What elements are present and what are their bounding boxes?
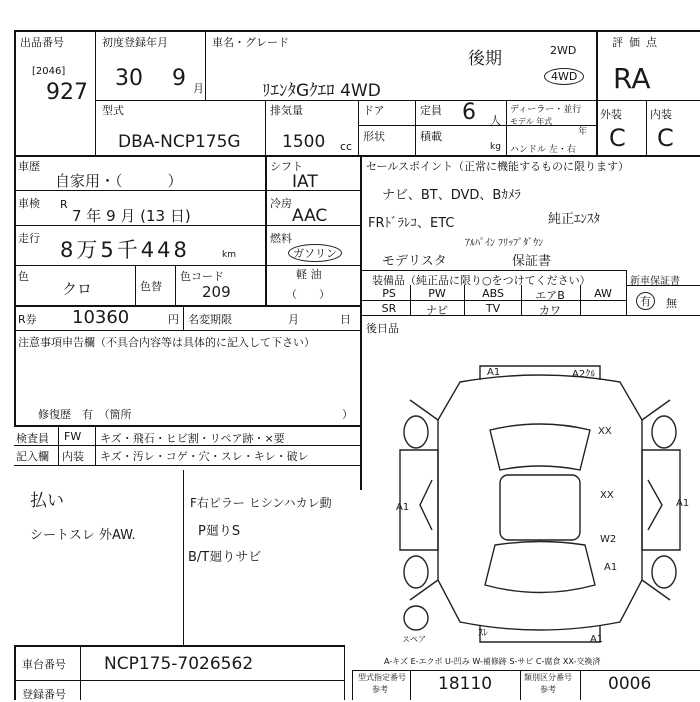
eq-navi: ナビ [426, 304, 448, 317]
div-notes [183, 470, 184, 645]
div-insp-right [360, 425, 361, 465]
shift-label: シフト [270, 160, 303, 173]
capacity-unit: 人 [490, 114, 501, 127]
row-footer-ref [352, 670, 700, 671]
exterior-grade: C [609, 124, 626, 152]
r-ken-label: R券 [18, 313, 37, 326]
div-colorswap [135, 265, 136, 305]
mark-front-a2: A2ｸﾙ [572, 369, 596, 380]
designation-ref: 参考 [372, 685, 388, 694]
row-equip2 [360, 300, 626, 301]
r-ken-value: 10360 [72, 307, 130, 328]
div-ext [646, 100, 647, 155]
entry-label: 記入欄 [16, 450, 49, 463]
first-reg-label: 初度登録年月 [102, 36, 168, 49]
eq-sr: SR [381, 302, 397, 315]
mark-rear-a1: A1 [590, 634, 604, 645]
sales-line-1: ナビ、BT、DVD、Bｶﾒﾗ [382, 188, 521, 203]
mark-left-chevron [420, 480, 432, 530]
wheel-fl [404, 416, 428, 448]
div-chassis [80, 645, 81, 700]
yen-unit: 円 [168, 313, 179, 326]
row-history [14, 155, 700, 157]
rear-label: 後日品 [366, 322, 399, 335]
hw-note-right-3: B/T廻りサビ [188, 550, 262, 565]
mark-right-w2: W2 [600, 534, 617, 545]
eq-abs: ABS [482, 287, 504, 300]
kg-unit: kg [490, 142, 501, 152]
div-cap [415, 100, 416, 155]
div-score [596, 30, 598, 155]
eq-ps: PS [382, 287, 396, 300]
cc-unit: cc [340, 140, 353, 153]
div-f1 [352, 670, 353, 700]
row-rken [14, 305, 360, 307]
eq-div3 [521, 285, 522, 315]
lot-code: [2046] [32, 66, 66, 77]
late-model: 後期 [468, 49, 502, 69]
left-side-panel [400, 450, 438, 550]
sales-line-2: FRﾄﾞﾗﾚｺ、ETC [368, 216, 455, 231]
nc-day: 日 [340, 313, 351, 326]
sales-line-3: ｱﾙﾊﾟｲﾝ ﾌﾘｯﾌﾟﾀﾞｳﾝ [465, 238, 544, 249]
category-label: 類別区分番号 [524, 673, 572, 682]
shift-value: IAT [292, 172, 318, 192]
repair-history: 修復歴 有 （箇所 [38, 408, 132, 421]
handle-label: ハンドル 左・右 [510, 145, 576, 155]
color-code: 209 [202, 283, 231, 301]
model-year-label: モデル 年式 [510, 117, 553, 126]
row-insp-bottom [14, 465, 360, 466]
fuel-gas: ガソリン [288, 244, 342, 262]
category-value: 0006 [608, 674, 652, 694]
div-f4 [580, 670, 581, 700]
mileage-label: 走行 [18, 232, 40, 245]
div-reg [205, 30, 206, 100]
right-side-panel [642, 450, 680, 550]
mark-right-a1: A1 [676, 498, 690, 509]
drive-2wd: 2WD [550, 44, 577, 57]
chassis-label: 車台番号 [22, 658, 66, 671]
fuel-diesel: 軽 油 [296, 268, 322, 281]
ac-value: AAC [292, 206, 328, 226]
wheel-rl [404, 556, 428, 588]
interior-cat-label: 内装 [62, 450, 84, 463]
fw-label: FW [64, 430, 82, 443]
designation-value: 18110 [438, 674, 493, 694]
designation-label: 型式指定番号 [358, 673, 406, 682]
sales-line-4: モデリスタ [382, 254, 447, 269]
eq-div1 [410, 285, 411, 315]
div-chassis-r [344, 645, 345, 700]
load-label: 積載 [420, 130, 442, 143]
color-swap-label: 色替 [140, 280, 162, 293]
color-value: クロ [62, 280, 93, 298]
repair-close: ） [342, 408, 353, 421]
type-label: 型式 [102, 104, 124, 117]
div-door [358, 100, 359, 155]
km-unit: km [222, 250, 236, 260]
fuel-other: （ ） [286, 288, 330, 301]
eq-airbag: エアB [535, 289, 565, 302]
nc-month: 月 [288, 313, 299, 326]
row-shape [358, 125, 596, 126]
new-cert-no: 無 [666, 297, 677, 310]
div-shift [265, 155, 267, 305]
mileage-value: 8万5千448 [60, 238, 190, 262]
div-disp [265, 100, 266, 155]
eq-div2 [464, 285, 465, 315]
sales-line-4b: 保証書 [512, 254, 552, 269]
reg-month: 9 [172, 66, 186, 91]
hw-note-right-2: P廻りS [198, 524, 241, 539]
category-ref: 参考 [540, 685, 556, 694]
score-label: 評価点 [612, 36, 663, 49]
hw-note-right-1: F右ピラー ヒシンハカレ動 [190, 496, 332, 510]
row-ext [596, 100, 700, 101]
model-grade-label: 車名・グレード [212, 36, 289, 49]
div-f2 [410, 670, 411, 700]
car-history-value: 自家用・（ ） [55, 172, 183, 190]
drive-4wd: 4WD [544, 68, 584, 85]
score-value: RA [613, 62, 651, 95]
dealer-label: ディーラー・並行 [510, 105, 582, 115]
div-f3 [520, 670, 521, 700]
roof [500, 475, 580, 540]
row-inspector [14, 425, 360, 427]
new-cert-label: 新車保証書 [630, 276, 680, 287]
row-reg [14, 680, 344, 681]
lot-no-label: 出品番号 [20, 36, 64, 49]
row-notes [14, 330, 360, 331]
windshield [490, 424, 590, 470]
chassis-value: NCP175-7026562 [104, 654, 254, 674]
fw-items: キズ・飛石・ヒビ割・リペア跡・×要 [100, 432, 285, 445]
div-colorcode [175, 265, 176, 305]
eq-aw: AW [594, 287, 612, 300]
car-history-label: 車歴 [18, 160, 40, 173]
spare-label: スペア [402, 635, 426, 644]
color-code-label: 色コード [180, 270, 224, 283]
capacity-value: 6 [462, 100, 476, 125]
frame-left-bottom [14, 645, 16, 700]
color-label: 色 [18, 270, 29, 283]
ac-label: 冷房 [270, 197, 292, 210]
notes-label: 注意事項申告欄（不具合内容等は具体的に記入して下さい） [18, 336, 315, 349]
div-namechg [183, 305, 184, 330]
mirror-lines [410, 400, 670, 600]
wheel-rr [652, 556, 676, 588]
new-cert-yes: 有 [636, 292, 655, 310]
door-label: ドア [363, 104, 385, 117]
shape-label: 形状 [363, 130, 385, 143]
exterior-label: 外装 [600, 108, 622, 121]
interior-label: 内装 [650, 108, 672, 121]
year-unit: 年 [578, 127, 588, 137]
eq-pw: PW [428, 287, 446, 300]
car-damage-diagram [380, 360, 700, 660]
sales-points-label: セールスポイント（正常に機能するものに限ります） [366, 160, 630, 173]
frame-left [14, 30, 16, 425]
div-dealer [506, 100, 507, 155]
mark-front-a1: A1 [487, 367, 501, 378]
reg-year: 30 [115, 66, 143, 91]
eq-tv: TV [485, 302, 501, 315]
eq-div4 [580, 285, 581, 315]
mark-left-a1: A1 [396, 502, 410, 513]
capacity-label: 定員 [420, 104, 442, 117]
sales-line-2b: 純正ｴﾝｽﾀ [548, 212, 601, 227]
equipment-label: 装備品（純正品に限り○をつけてください） [372, 274, 591, 287]
mark-right-xx-1: XX [598, 426, 612, 437]
interior-items: キズ・汚レ・コゲ・穴・スレ・キレ・破レ [100, 450, 309, 463]
mark-right-chevron [648, 480, 662, 530]
mark-right-a1-2: A1 [604, 562, 618, 573]
inspector-label: 検査員 [16, 432, 49, 445]
spare-tire [404, 606, 428, 630]
displacement-label: 排気量 [270, 104, 303, 117]
name-change-label: 名変期限 [188, 313, 232, 326]
damage-legend: A-キズ E-エクボ U-凹み W-補修跡 S-サビ C-腐食 XX-交換済 [384, 657, 601, 666]
displacement-value: 1500 [282, 132, 326, 152]
model-name: ﾘｴﾝﾀGｸｴﾛ 4WD [262, 81, 381, 101]
rear-window [485, 542, 595, 593]
hw-note-left-1: 払い [30, 491, 64, 511]
lot-no: 927 [46, 80, 88, 105]
interior-grade: C [657, 124, 674, 152]
type-value: DBA-NCP175G [118, 132, 241, 152]
fuel-label: 燃料 [270, 232, 292, 245]
eq-leather: カワ [539, 304, 561, 317]
inspection-r: R [60, 198, 68, 211]
reg-label: 登録番号 [22, 688, 66, 701]
wheel-fr [652, 416, 676, 448]
reg-month-unit: 月 [193, 82, 204, 95]
inspection-label: 車検 [18, 197, 40, 210]
div-newcert [626, 270, 627, 315]
row-chassis [14, 645, 344, 647]
div-lot [95, 30, 96, 155]
car-outline [438, 375, 642, 630]
mark-right-xx-2: XX [600, 490, 614, 501]
mark-rear-sure: ｽﾚ [478, 628, 488, 639]
inspection-value: 7 年 9 月 (13 日) [72, 207, 191, 225]
row-equip [360, 270, 626, 271]
hw-note-left-2: シートスレ 外AW. [30, 528, 136, 543]
